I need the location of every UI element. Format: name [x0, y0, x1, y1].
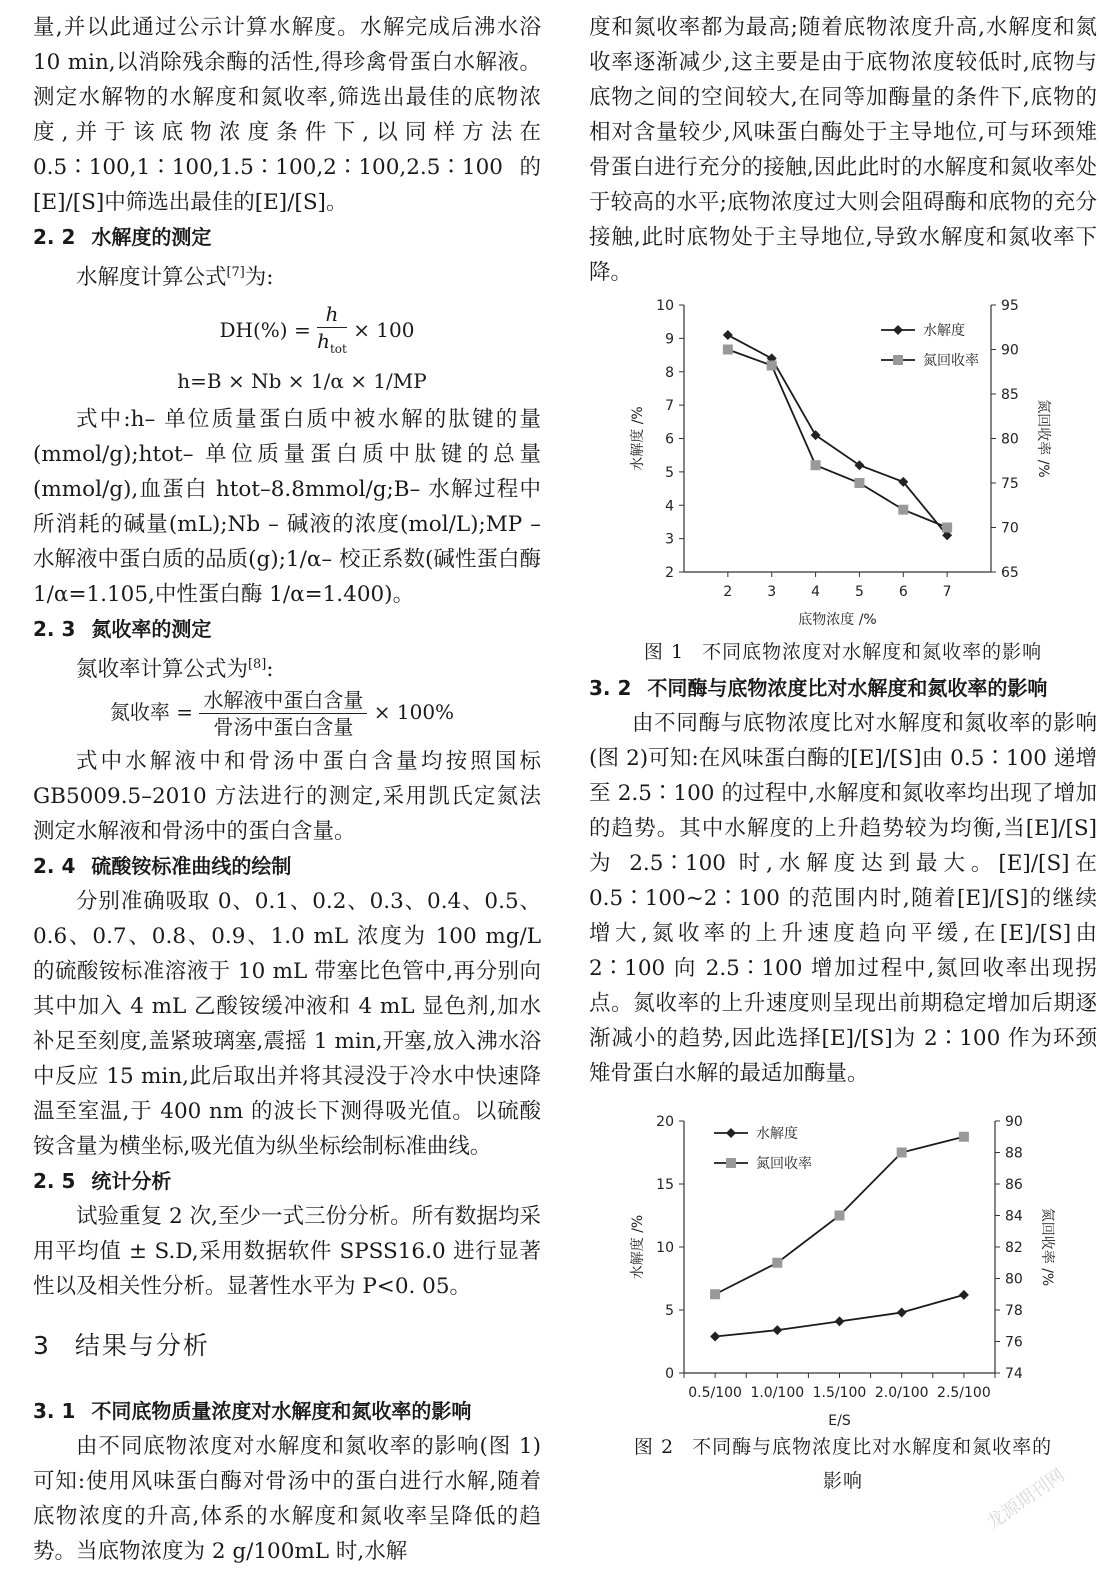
section-number: 3. 1 — [33, 1399, 76, 1424]
x-tick-label: 6 — [898, 584, 908, 600]
watermark: 龙源期刊网 — [982, 1464, 1069, 1534]
section-2-3-heading — [33, 612, 541, 647]
legend-marker-square — [726, 1158, 736, 1168]
figure-2-chart — [589, 1105, 1097, 1430]
x-tick-label: 7 — [942, 584, 952, 600]
point-hydrolysis-degree — [772, 1325, 782, 1335]
legend-label: 氮回收率 — [756, 1156, 812, 1172]
y2-tick-label: 76 — [1005, 1334, 1023, 1351]
x-tick-label: 3 — [767, 584, 777, 600]
formula-rhs: × 100% — [373, 700, 455, 725]
section-title: 水解度的测定 — [91, 225, 212, 249]
y-tick-label: 7 — [665, 398, 674, 415]
x-tick-label: 1.0/100 — [750, 1385, 805, 1401]
formula-fraction — [317, 301, 347, 362]
nitrogen-intro-text: 氮收率计算公式为 — [76, 657, 249, 683]
x-axis-label: E/S — [828, 1413, 851, 1429]
section-2-4-heading — [33, 849, 541, 884]
x-tick-label: 2.5/100 — [937, 1385, 991, 1401]
legend-label: 水解度 — [923, 323, 965, 339]
x-tick-label: 2.0/100 — [874, 1385, 929, 1401]
section-title: 不同底物质量浓度对水解度和氮收率的影响 — [91, 1399, 472, 1424]
section-title: 结果与分析 — [74, 1331, 210, 1361]
h-formula: h=B × Nb × 1/α × 1/MP — [177, 369, 427, 394]
figure-2 — [589, 1105, 1097, 1430]
point-nitrogen-recovery — [898, 505, 908, 515]
section-number: 3. 2 — [589, 676, 632, 700]
formula-lhs: 氮收率 = — [109, 700, 194, 725]
y2-tick-label: 75 — [1001, 476, 1019, 492]
left-column — [33, 10, 541, 1569]
x-tick-label: 2 — [723, 584, 733, 600]
legend-label: 氮回收率 — [923, 353, 979, 369]
section-3-1-heading — [33, 1394, 541, 1429]
y-tick-label: 20 — [656, 1114, 674, 1130]
section-number: 2. 2 — [33, 225, 76, 249]
point-nitrogen-recovery — [854, 478, 864, 488]
point-nitrogen-recovery — [723, 345, 733, 355]
legend-marker-square — [893, 355, 903, 365]
section-number: 3 — [33, 1331, 51, 1361]
formula-rhs: × 100 — [353, 318, 415, 343]
y-tick-label: 4 — [665, 498, 674, 515]
section-2-5-heading — [33, 1164, 541, 1199]
nitrogen-formula-intro — [33, 647, 541, 687]
paragraph-intro: 量,并以此通过公示计算水解度。水解完成后沸水浴 10 min,以消除残余酶的活性,得珍禽骨蛋白水解液。测定水解物的水解度和氮收率,筛选出最佳的底物浓度,并于该底物浓度条件下,以同样方法在 0.5∶100,1∶100,1.5∶100,2∶100,2.5∶100 的[E]/[S]中筛选出最佳的[E]/[S]。 — [33, 15, 541, 215]
y2-tick-label: 74 — [1005, 1366, 1023, 1382]
series-line-hydrolysis-degree — [715, 1295, 964, 1337]
standard-curve-paragraph: 分别准确吸取 0、0.1、0.2、0.3、0.4、0.5、0.6、0.7、0.8、0.9、1.0 mL 浓度为 100 mg/L 的硫酸铵标准溶液于 10 mL 带塞比色管中,再分别向其中加入 4 mL 乙酸铵缓冲液和 4 mL 显色剂,加水补足至刻度,盖紧玻璃塞,震摇 1 min,开塞,放入沸水浴中反应 15 min,此后取出并将其浸没于冷水中快速降温至室温,于 400 nm 的波长下测得吸光值。以硫酸铵含量为横坐标,吸光值为纵坐标绘制标准曲线。 — [33, 889, 541, 1160]
caption-text-line1: 不同酶与底物浓度比对水解度和氮收率的 — [692, 1436, 1053, 1458]
caption-text-line2: 影响 — [822, 1470, 863, 1492]
nitrogen-variable-definitions: 式中水解液中和骨汤中蛋白含量均按照国标 GB5009.5–2010 方法进行的测定,采用凯氏定氮法测定水解液和骨汤中的蛋白含量。 — [33, 749, 541, 845]
nitrogen-intro-end: : — [266, 657, 274, 683]
fraction-numerator: h — [317, 301, 347, 328]
y-tick-label: 5 — [665, 1303, 674, 1319]
formula-fraction — [199, 687, 367, 740]
results-3-1-paragraph: 由不同底物浓度对水解度和氮收率的影响(图 1)可知:使用风味蛋白酶对骨汤中的蛋白进行水解,随着底物浓度的升高,体系的水解度和氮收率呈降低的趋势。当底物浓度为 2 g/100mL 时,水解 — [33, 1434, 541, 1565]
y2-tick-label: 90 — [1005, 1114, 1023, 1130]
point-nitrogen-recovery — [959, 1132, 969, 1142]
dh-formula — [93, 301, 541, 362]
fraction-numerator: 水解液中蛋白含量 — [199, 687, 367, 714]
point-nitrogen-recovery — [811, 460, 821, 470]
point-hydrolysis-degree — [959, 1290, 969, 1300]
y2-tick-label: 90 — [1001, 342, 1019, 359]
figure-number: 图 2 — [633, 1436, 675, 1458]
y-tick-label: 8 — [665, 364, 674, 381]
point-nitrogen-recovery — [835, 1211, 845, 1221]
y2-axis-label: 氮回收率 /% — [1035, 399, 1051, 478]
y2-tick-label: 88 — [1005, 1145, 1023, 1162]
figure-1-chart — [589, 290, 1097, 635]
point-nitrogen-recovery — [942, 523, 952, 533]
dh-intro-text: 水解度计算公式 — [76, 265, 227, 291]
dh-formula-intro — [33, 255, 541, 295]
y2-tick-label: 78 — [1005, 1303, 1023, 1319]
section-number: 2. 4 — [33, 854, 76, 879]
point-hydrolysis-degree — [710, 1331, 720, 1341]
dh-intro-end: 为: — [244, 265, 274, 291]
statistics-paragraph: 试验重复 2 次,至少一式三份分析。所有数据均采用平均值 ± S.D,采用数据软件 SPSS16.0 进行显著性以及相关性分析。显著性水平为 P<0. 05。 — [33, 1204, 541, 1300]
dh-variable-definitions: 式中:h– 单位质量蛋白质中被水解的肽键的量(mmol/g);htot– 单位质量蛋白质中肽键的总量(mmol/g),血蛋白 htot–8.8mmol/g;B– 水解过程中所消耗的碱量(mL);Nb – 碱液的浓度(mol/L);MP – 水解液中蛋白质的品质(g);1/α– 校正系数(碱性蛋白酶 1/α=1.105,中性蛋白酶 1/α=1.400)。 — [33, 407, 541, 608]
citation-8: [8] — [248, 657, 267, 673]
legend-marker-diamond — [893, 325, 903, 335]
right-column — [589, 10, 1097, 1498]
fraction-denominator: 骨汤中蛋白含量 — [213, 715, 354, 740]
y-tick-label: 5 — [665, 464, 674, 481]
section-title: 硫酸铵标准曲线的绘制 — [91, 854, 292, 879]
series-line-hydrolysis-degree — [728, 335, 947, 535]
y2-tick-label: 65 — [1001, 565, 1019, 581]
y2-tick-label: 85 — [1001, 387, 1019, 403]
section-3-heading — [33, 1326, 541, 1366]
section-title: 统计分析 — [91, 1169, 172, 1194]
y-tick-label: 2 — [665, 565, 674, 581]
x-tick-label: 4 — [811, 584, 821, 600]
series-line-nitrogen-recovery — [728, 350, 947, 528]
y-tick-label: 10 — [656, 298, 674, 314]
y2-tick-label: 70 — [1001, 520, 1019, 537]
figure-number: 图 1 — [643, 641, 685, 663]
point-hydrolysis-degree — [723, 330, 733, 340]
section-title: 不同酶与底物浓度比对水解度和氮收率的影响 — [647, 676, 1048, 700]
figure-1-caption — [589, 635, 1097, 669]
y2-tick-label: 82 — [1005, 1240, 1023, 1256]
y2-tick-label: 95 — [1001, 298, 1019, 314]
y-tick-label: 6 — [665, 431, 674, 448]
section-2-2-heading — [33, 220, 541, 255]
y-tick-label: 0 — [665, 1366, 674, 1382]
point-nitrogen-recovery — [897, 1148, 907, 1158]
section-number: 2. 3 — [33, 617, 76, 642]
results-3-2-paragraph: 由不同酶与底物浓度比对水解度和氮收率的影响(图 2)可知:在风味蛋白酶的[E]/[S]由 0.5∶100 递增至 2.5∶100 的过程中,水解度和氮收率均出现了增加的趋势。其中水解度的上升趋势较为均衡,当[E]/[S]为 2.5∶100 时,水解度达到最大。[E]/[S]在 0.5∶100~2∶100 的范围内时,随着[E]/[S]的继续增大,氮收率的上升速度趋向平缓,在[E]/[S]由 2∶100 向 2.5∶100 增加过程中,氮回收率出现拐点。氮收率的上升速度则呈现出前期稳定增加后期逐渐减小的趋势,因此选择[E]/[S]为 2∶100 作为环颈雉骨蛋白水解的最适加酶量。 — [589, 711, 1097, 1086]
section-number: 2. 5 — [33, 1169, 76, 1194]
y-axis-label: 水解度 /% — [630, 406, 646, 471]
point-nitrogen-recovery — [710, 1289, 720, 1299]
point-hydrolysis-degree — [897, 1308, 907, 1318]
results-3-1-continuation: 度和氮收率都为最高;随着底物浓度升高,水解度和氮收率逐渐减少,这主要是由于底物浓度较低时,底物与底物之间的空间较大,在同等加酶量的条件下,底物的相对含量较少,风味蛋白酶处于主导地位,可与环颈雉骨蛋白进行充分的接触,因此此时的水解度和氮收率处于较高的水平;底物浓度过大则会阻碍酶和底物的充分接触,此时底物处于主导地位,导致水解度和氮收率下降。 — [589, 15, 1097, 285]
y2-tick-label: 80 — [1005, 1271, 1023, 1288]
y2-tick-label: 86 — [1005, 1177, 1023, 1193]
section-3-2-heading — [589, 671, 1097, 706]
legend-label: 水解度 — [756, 1126, 798, 1142]
section-title: 氮收率的测定 — [91, 617, 212, 642]
figure-1 — [589, 290, 1097, 635]
citation-7: [7] — [226, 265, 245, 280]
y-tick-label: 9 — [665, 331, 674, 348]
y-axis-label: 水解度 /% — [630, 1214, 646, 1280]
y-tick-label: 15 — [656, 1177, 674, 1193]
y-tick-label: 10 — [656, 1240, 674, 1256]
x-axis-label: 底物浓度 /% — [798, 612, 877, 628]
x-tick-label: 0.5/100 — [688, 1385, 742, 1401]
fraction-denominator: $h_{tot}$ — [317, 329, 347, 357]
point-hydrolysis-degree — [835, 1316, 845, 1326]
caption-text: 不同底物浓度对水解度和氮收率的影响 — [702, 641, 1043, 663]
point-hydrolysis-degree — [811, 430, 821, 440]
y2-axis-label: 氮回收率 /% — [1039, 1207, 1055, 1287]
point-nitrogen-recovery — [772, 1258, 782, 1268]
x-tick-label: 5 — [854, 584, 864, 600]
point-hydrolysis-degree — [854, 460, 864, 470]
legend-marker-diamond — [726, 1128, 736, 1138]
x-tick-label: 1.5/100 — [812, 1385, 867, 1401]
nitrogen-formula — [23, 687, 541, 740]
y2-tick-label: 80 — [1001, 431, 1019, 448]
formula-lhs: DH(%) = — [219, 318, 311, 343]
point-nitrogen-recovery — [767, 361, 777, 371]
y2-tick-label: 84 — [1005, 1208, 1023, 1225]
y-tick-label: 3 — [665, 531, 674, 548]
